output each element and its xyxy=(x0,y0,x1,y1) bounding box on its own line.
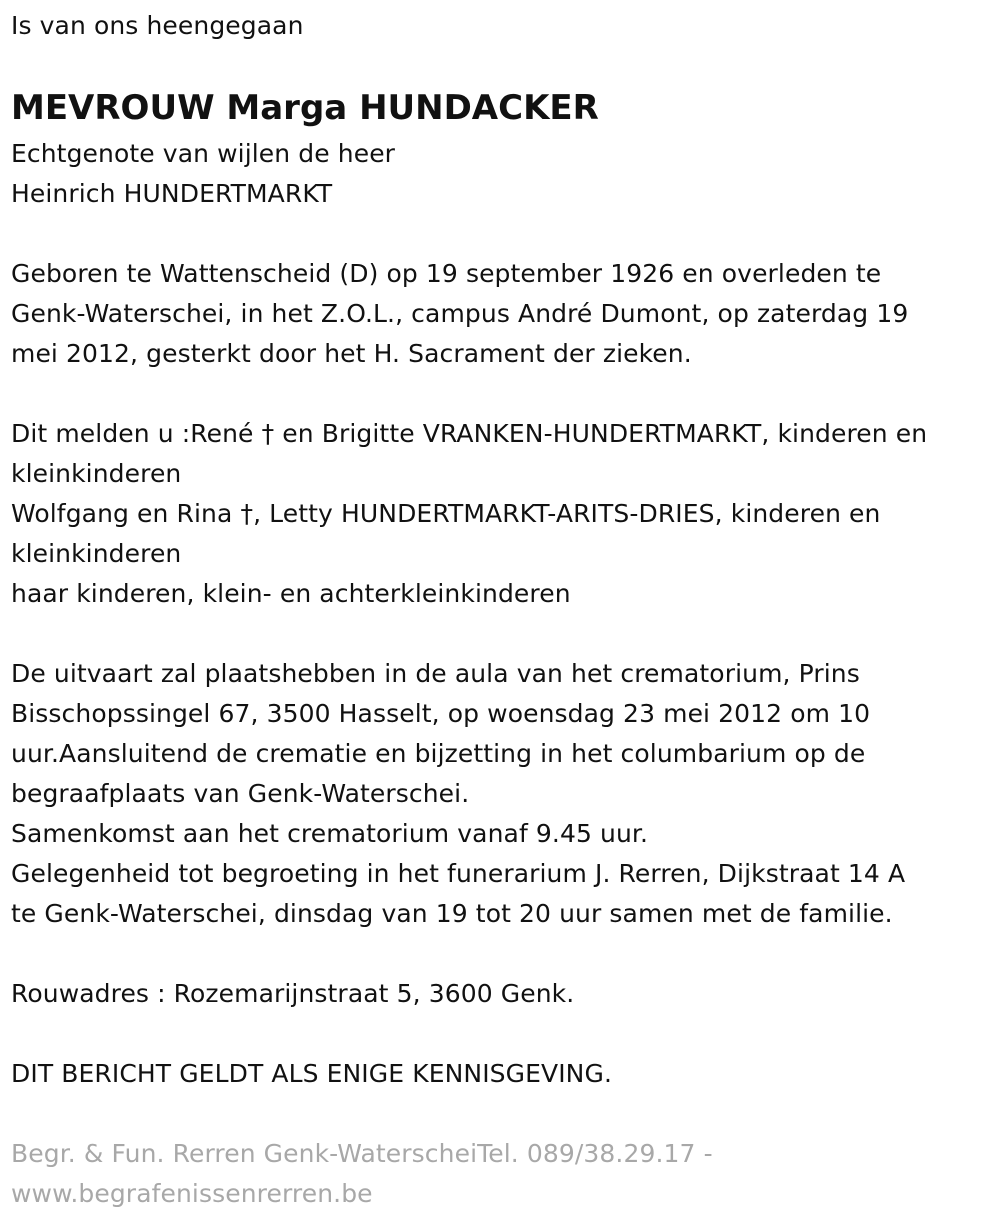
funeral-line-2: Bisschopssingel 67, 3500 Hasselt, op woensdag 23 mei 2012 om 10 xyxy=(11,699,871,728)
cross-icon: † xyxy=(261,419,275,448)
birth-line-3: mei 2012, gesterkt door het H. Sacrament der zieken. xyxy=(11,339,692,368)
family-line-2: kleinkinderen xyxy=(11,459,182,488)
funeral-line-4: begraafplaats van Genk-Waterschei. xyxy=(11,779,470,808)
spacer xyxy=(11,214,976,254)
mourning-address: Rouwadres : Rozemarijnstraat 5, 3600 Genk. xyxy=(11,979,575,1008)
deceased-name: MEVROUW Marga HUNDACKER xyxy=(11,88,599,128)
funeral-line-6: Gelegenheid tot begroeting in het funerarium J. Rerren, Dijkstraat 14 A xyxy=(11,859,906,888)
family-line-1 xyxy=(11,414,976,454)
spacer xyxy=(11,374,976,414)
cross-icon: † xyxy=(240,499,254,528)
family-line-5: haar kinderen, klein- en achterkleinkinderen xyxy=(11,579,571,608)
spouse-line-1: Echtgenote van wijlen de heer xyxy=(11,139,396,168)
family-line-3 xyxy=(11,494,976,534)
spacer xyxy=(11,1094,976,1134)
family-line-3-end: , Letty HUNDERTMARKT-ARITS-DRIES, kinderen en xyxy=(253,499,881,528)
footer-line-1: Begr. & Fun. Rerren Genk-WaterscheiTel. 089/38.29.17 - xyxy=(11,1139,713,1168)
funeral-line-1: De uitvaart zal plaatshebben in de aula van het crematorium, Prins xyxy=(11,659,860,688)
birth-line-2: Genk-Waterschei, in het Z.O.L., campus André Dumont, op zaterdag 19 xyxy=(11,299,909,328)
family-line-1-end: en Brigitte VRANKEN-HUNDERTMARKT, kinderen en xyxy=(274,419,928,448)
notice-text: DIT BERICHT GELDT ALS ENIGE KENNISGEVING. xyxy=(11,1059,612,1088)
family-line-3-start: Wolfgang en Rina xyxy=(11,499,241,528)
spacer xyxy=(11,1014,976,1054)
spouse-line-2: Heinrich HUNDERTMARKT xyxy=(11,179,333,208)
funeral-line-3: uur.Aansluitend de crematie en bijzetting in het columbarium op de xyxy=(11,739,866,768)
footer-website-link[interactable]: www.begrafenissenrerren.be xyxy=(11,1179,373,1208)
funeral-line-5: Samenkomst aan het crematorium vanaf 9.45 uur. xyxy=(11,819,649,848)
family-line-1-start: Dit melden u :René xyxy=(11,419,262,448)
spacer xyxy=(11,614,976,654)
family-line-4: kleinkinderen xyxy=(11,539,182,568)
intro-text: Is van ons heengegaan xyxy=(11,11,304,40)
spacer xyxy=(11,934,976,974)
birth-line-1: Geboren te Wattenscheid (D) op 19 september 1926 en overleden te xyxy=(11,259,882,288)
funeral-line-7: te Genk-Waterschei, dinsdag van 19 tot 20 uur samen met de familie. xyxy=(11,899,893,928)
